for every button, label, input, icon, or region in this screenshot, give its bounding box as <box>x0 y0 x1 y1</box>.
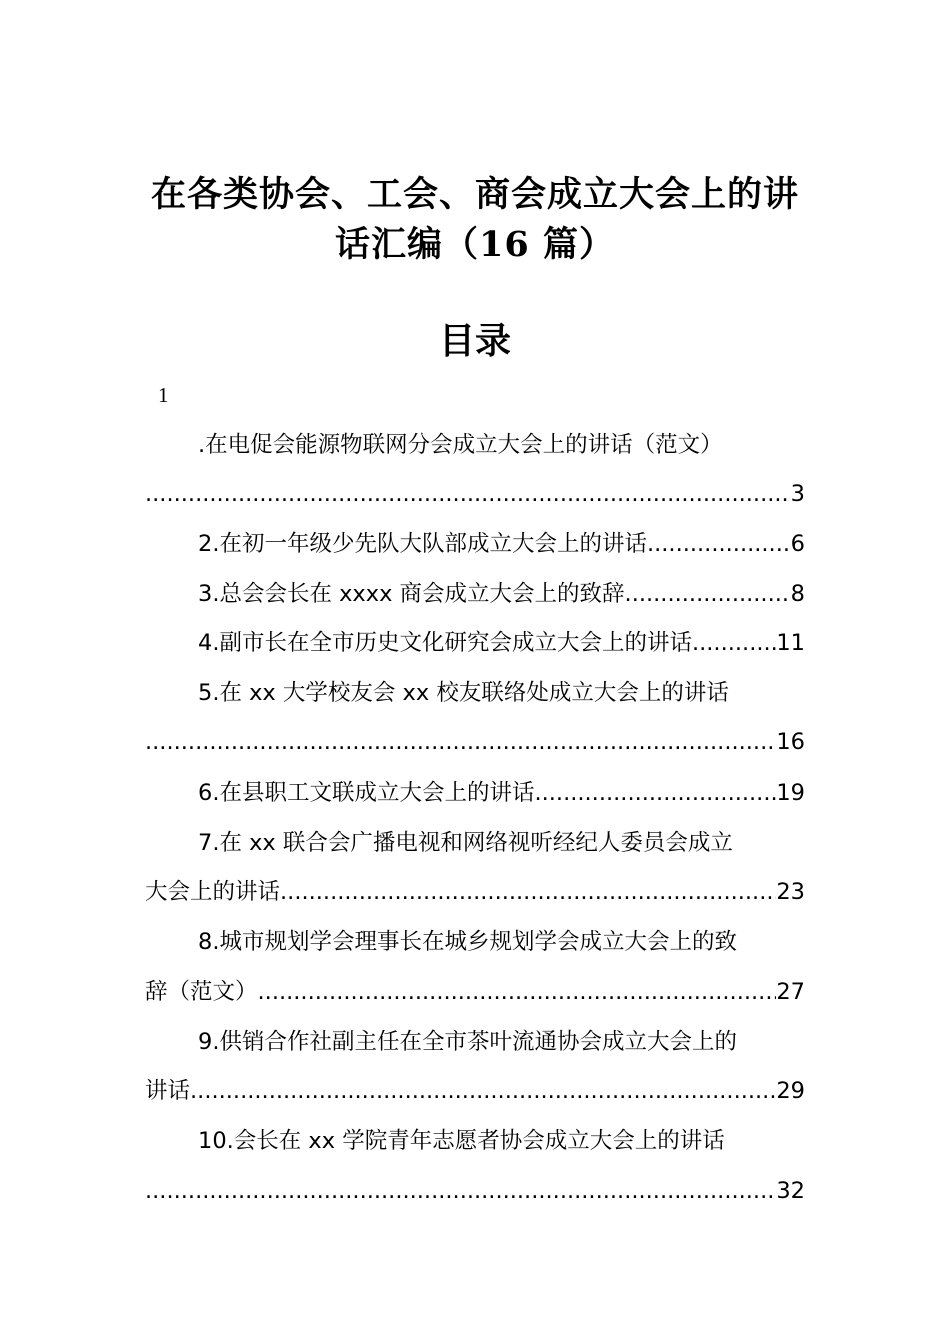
toc-entry-1-page: 3 <box>790 481 805 507</box>
leader-dots <box>145 474 791 514</box>
document-title-line-1: 在各类协会、工会、商会成立大会上的讲 <box>150 174 799 215</box>
leader-dots <box>258 972 777 1012</box>
toc-entry-9-line-1[interactable]: 9.供销合作社副主任在全市茶叶流通协会成立大会上的 <box>198 1029 737 1055</box>
page-number: 1 <box>158 383 169 407</box>
toc-entry-6[interactable]: 6.在县职工文联成立大会上的讲话 ..... 19 <box>198 773 805 813</box>
toc-heading: 目录 <box>438 320 511 362</box>
document-title-line-2: 话汇编（16 篇） <box>335 224 615 265</box>
toc-entry-10-line-1[interactable]: 10.会长在 xx 学院青年志愿者协会成立大会上的讲话 <box>198 1128 725 1154</box>
toc-entry-5-leader[interactable] <box>145 722 805 762</box>
toc-entry-8-page: 27 <box>776 979 805 1005</box>
toc-entry-6-page: 19 <box>776 780 805 806</box>
leader-dots <box>190 1071 776 1111</box>
leader-dots <box>625 574 791 614</box>
toc-entry-1-leader[interactable] <box>145 474 805 514</box>
toc-entry-2[interactable]: 2.在初一年级少先队大队部成立大会上的讲话 ..... 6 <box>198 524 805 564</box>
toc-entry-8-line-1[interactable]: 8.城市规划学会理事长在城乡规划学会成立大会上的致 <box>198 929 737 955</box>
leader-dots <box>145 722 776 762</box>
toc-entry-9-page: 29 <box>776 1078 805 1104</box>
leader-dots <box>280 872 776 912</box>
toc-entry-4[interactable]: 4.副市长在全市历史文化研究会成立大会上的讲话. ..... 11 <box>198 623 805 663</box>
toc-entry-10-leader[interactable] <box>145 1171 805 1211</box>
toc-entry-7-page: 23 <box>776 879 805 905</box>
toc-entry-5-line-1[interactable]: 5.在 xx 大学校友会 xx 校友联络处成立大会上的讲话 <box>198 680 729 706</box>
toc-entry-7-line-1[interactable]: 7.在 xx 联合会广播电视和网络视听经纪人委员会成立 <box>198 830 733 856</box>
leader-dots <box>699 623 776 663</box>
toc-entry-8-line-2[interactable]: 辞（范文） ..... 27 <box>145 972 805 1012</box>
toc-entry-1-line-1[interactable]: .在电促会能源物联网分会成立大会上的讲话（范文） <box>198 432 723 458</box>
toc-entry-10-page: 32 <box>776 1178 805 1204</box>
toc-entry-7-line-2[interactable]: 大会上的讲话 ..... 23 <box>145 872 805 912</box>
toc-entry-5-page: 16 <box>776 729 805 755</box>
leader-dots <box>534 773 776 813</box>
toc-entry-4-page: 11 <box>776 630 805 656</box>
leader-dots <box>145 1171 776 1211</box>
toc-entry-9-line-2[interactable]: 讲话 ..... 29 <box>145 1071 805 1111</box>
toc-entry-3[interactable]: 3.总会会长在 xxxx 商会成立大会上的致辞 ..... 8 <box>198 574 805 614</box>
leader-dots <box>647 524 791 564</box>
toc-entry-2-page: 6 <box>790 531 805 557</box>
toc-entry-3-page: 8 <box>790 581 805 607</box>
